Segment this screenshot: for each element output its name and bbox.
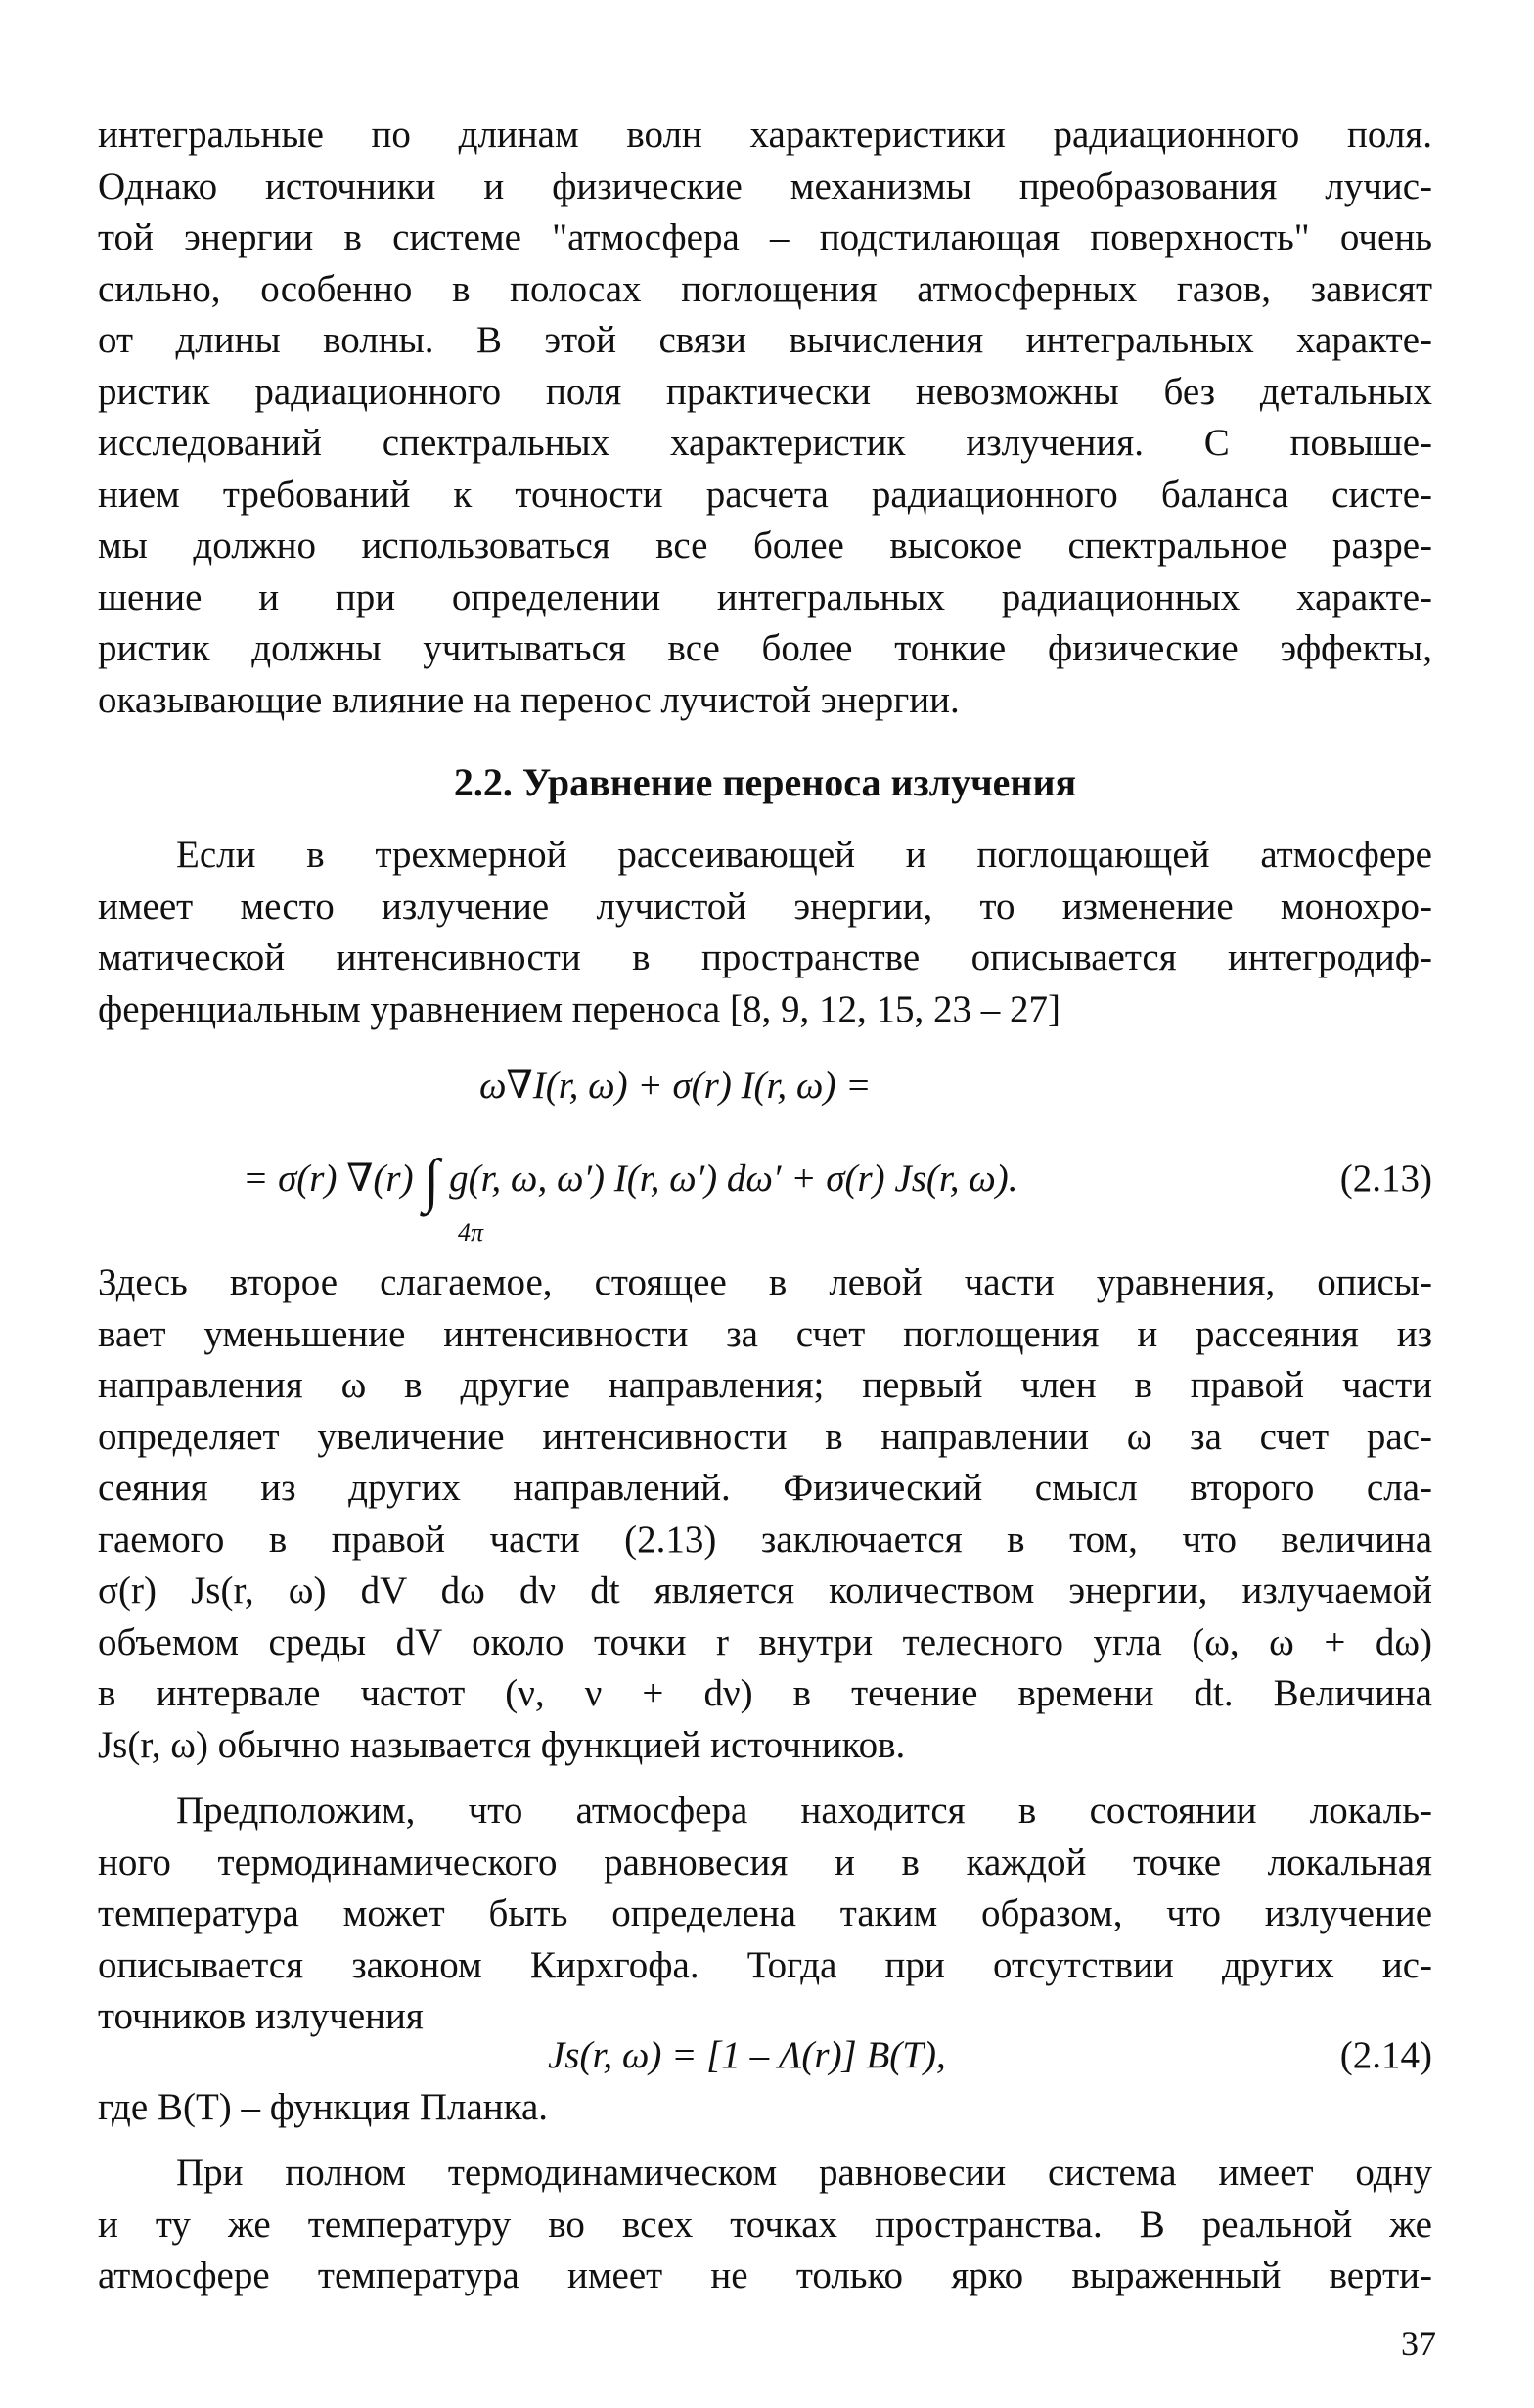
paragraph-equilibrium [98,2148,1432,2302]
text-line: описывается законом Кирхгофа. Тогда при отсутствии других ис- [98,1943,1432,1986]
text-line: сильно, особенно в полосах поглощения атмосферных газов, зависят [98,267,1432,310]
text-line: ристик радиационного поля практически невозможны без детальных [98,370,1432,413]
equation-number-2-13: (2.13) [1339,1158,1432,1200]
paragraph-transfer-intro [98,830,1432,1035]
page-number: 37 [1401,2324,1436,2363]
text-line: интегральные по длинам волн характеристики радиационного поля. [98,114,1432,156]
section-heading: 2.2. Уравнение переноса излучения [453,760,1077,804]
text-line: оказывающие влияние на перенос лучистой энергии. [98,678,960,721]
equation-number-2-14: (2.14) [1339,2034,1432,2076]
text-line: При полном термодинамическом равновесии система имеет одну [176,2152,1432,2194]
text-line: ристик должны учитываться все более тонкие физические эффекты, [98,627,1432,669]
text-line: температура может быть определена таким образом, что излучение [98,1892,1432,1934]
text-line: матической интенсивности в пространстве описывается интегродиф- [98,936,1432,978]
text-line: исследований спектральных характеристик излучения. С повыше- [98,422,1432,464]
text-line: той энергии в системе "атмосфера – подстилающая поверхность" очень [98,216,1432,258]
text-line: направления ω в другие направления; первый член в правой части [98,1364,1432,1406]
text-line: Однако источники и физические механизмы преобразования лучис- [98,164,1432,207]
equation-2-14: Js(r, ω) = [1 – Λ(r)] B(T), [548,2034,946,2076]
equation-2-13-line2 [243,1148,1018,1214]
equation-lhs: = σ(r) ∇(r) [243,1158,414,1200]
integral-sign: ∫ [423,1148,440,1214]
paragraph-intro [98,110,1432,726]
text-line: где B(T) – функция Планка. [98,2086,549,2128]
text-line: и ту же температуру во всех точках пространства. В реальной же [98,2203,1432,2246]
text-line: нием требований к точности расчета радиационного баланса систе- [98,473,1432,516]
text-line: атмосфере температура имеет не только ярко выраженный верти- [98,2254,1432,2296]
equation-2-13-line1: ω∇I(r, ω) + σ(r) I(r, ω) = [479,1065,872,1107]
text-line: Предположим, что атмосфера находится в состоянии локаль- [176,1790,1432,1832]
text-line: определяет увеличение интенсивности в направлении ω за счет рас- [98,1415,1432,1458]
text-line: шение и при определении интегральных радиационных характе- [98,575,1432,618]
text-line: вает уменьшение интенсивности за счет поглощения и рассеяния из [98,1312,1432,1355]
text-line: имеет место излучение лучистой энергии, то изменение монохро- [98,885,1432,928]
equation-rhs: g(r, ω, ω′) I(r, ω′) dω′ + σ(r) Js(r, ω). [449,1158,1018,1200]
text-line: гаемого в правой части (2.13) заключается в том, что величина [98,1518,1432,1561]
text-line: Если в трехмерной рассеивающей и поглощающей атмосфере [176,834,1432,876]
text-line: мы должно использоваться все более высокое спектральное разре- [98,524,1432,567]
text-line: объемом среды dV около точки r внутри телесного угла (ω, ω + dω) [98,1620,1432,1663]
text-line: Здесь второе слагаемое, стоящее в левой части уравнения, описы- [98,1261,1432,1303]
text-line: от длины волны. В этой связи вычисления интегральных характе- [98,319,1432,361]
text-line: σ(r) Js(r, ω) dV dω dν dt является количеством энергии, излучаемой [98,1569,1432,1612]
text-line: ференциальным уравнением переноса [8, 9, 12, 15, 23 – 27] [98,987,1060,1030]
text-line: точников излучения [98,1995,424,2037]
paragraph-planck [98,2082,1432,2134]
paragraph-lte [98,1786,1432,2043]
text-line: сеяния из других направлений. Физический смысл второго сла- [98,1467,1432,1509]
integral-limit: 4π [458,1218,484,1247]
text-line: ного термодинамического равновесия и в каждой точке локальная [98,1840,1432,1884]
text-line: Js(r, ω) обычно называется функцией источников. [98,1723,906,1766]
paragraph-explanation [98,1257,1432,1771]
text-line: в интервале частот (ν, ν + dν) в течение времени dt. Величина [98,1672,1432,1714]
